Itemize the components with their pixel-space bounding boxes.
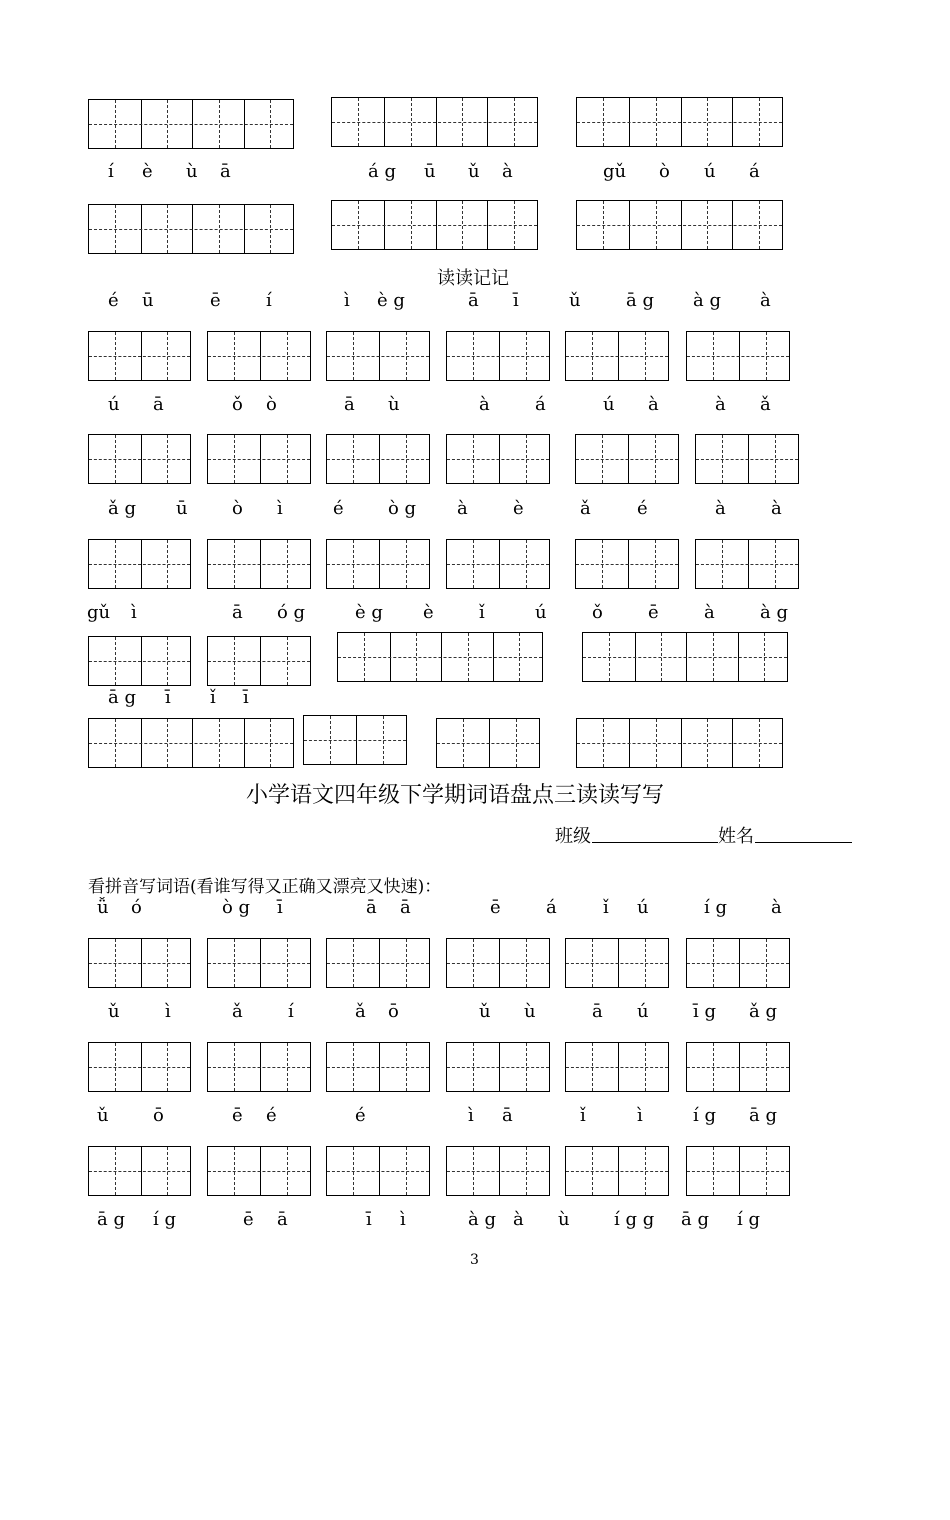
writing-box-9[interactable] [326,331,430,381]
pinyin-line-8 [0,1000,777,1024]
pinyin: ǐ [210,687,216,708]
writing-box-13[interactable] [88,434,191,484]
writing-box-5[interactable] [331,200,538,250]
writing-box-18[interactable] [695,434,799,484]
writing-box-8[interactable] [207,331,311,381]
guide-line [447,459,549,460]
pinyin: ì [131,602,137,623]
pinyin: ù [524,1001,536,1022]
pinyin: ī [243,687,249,708]
writing-box-7[interactable] [88,331,191,381]
writing-box-37[interactable] [565,938,669,988]
writing-box-32[interactable] [576,718,783,768]
guide-line [696,459,798,460]
pinyin: ǔ [569,290,581,311]
guide-line [687,1067,789,1068]
pinyin: ǐ [603,897,609,918]
pinyin: ǒ [592,602,603,623]
guide-line [327,963,429,964]
guide-line [208,459,310,460]
pinyin-line-1 [0,160,760,184]
guide-line [89,356,190,357]
pinyin: ō [388,1001,399,1022]
pinyin: ǎ [760,394,771,415]
guide-line [447,564,549,565]
writing-box-6[interactable] [576,200,783,250]
guide-line [208,356,310,357]
pinyin: ā [400,897,411,918]
pinyin: ā [232,602,243,623]
pinyin: ù [558,1209,570,1230]
pinyin: ì [637,1105,643,1126]
pinyin: ā [153,394,164,415]
pinyin-line-7 [0,896,782,920]
pinyin-line-6 [0,686,249,710]
guide-line [208,564,310,565]
writing-box-48[interactable] [446,1146,550,1196]
pinyin: à [502,161,513,182]
writing-box-16[interactable] [446,434,550,484]
pinyin: ǚ [97,897,109,918]
pinyin: ā g [97,1209,125,1230]
guide-line [89,564,190,565]
writing-box-46[interactable] [207,1146,311,1196]
pinyin: è [423,602,434,623]
writing-box-2[interactable] [331,97,538,147]
writing-box-49[interactable] [565,1146,669,1196]
class-blank-line[interactable] [592,842,718,843]
pinyin: é [355,1105,366,1126]
writing-box-1[interactable] [88,99,294,149]
pinyin: á [749,161,760,182]
guide-line [89,963,190,964]
pinyin: à [704,602,715,623]
pinyin: è g [377,290,405,311]
writing-box-23[interactable] [575,539,679,589]
pinyin: à [715,394,726,415]
pinyin: ū [424,161,436,182]
pinyin: è g [355,602,383,623]
pinyin: ā g [681,1209,709,1230]
guide-line [327,459,429,460]
writing-box-42[interactable] [446,1042,550,1092]
pinyin: ǔ [468,161,480,182]
guide-line [208,1067,310,1068]
writing-box-36[interactable] [446,938,550,988]
guide-line [687,1171,789,1172]
writing-box-34[interactable] [207,938,311,988]
writing-box-31[interactable] [436,718,540,768]
pinyin: gǔ [603,161,627,182]
name-blank-line[interactable] [755,842,852,843]
pinyin: ī [366,1209,372,1230]
writing-box-10[interactable] [446,331,550,381]
pinyin: ú [637,897,649,918]
guide-line [566,963,668,964]
guide-line [576,459,678,460]
writing-box-29[interactable] [88,718,294,768]
pinyin: é [333,498,344,519]
writing-box-35[interactable] [326,938,430,988]
guide-line [327,1067,429,1068]
pinyin: í g g [614,1209,655,1230]
pinyin: ā [468,290,479,311]
pinyin: é [108,290,119,311]
guide-line [687,356,789,357]
guide-line [89,459,190,460]
guide-line [332,122,537,123]
writing-box-3[interactable] [576,97,783,147]
writing-box-45[interactable] [88,1146,191,1196]
pinyin: à [760,290,771,311]
writing-box-22[interactable] [446,539,550,589]
pinyin: à g [468,1209,496,1230]
pinyin: á g [368,161,396,182]
pinyin: ù [388,394,400,415]
page-number: 3 [470,1252,479,1268]
guide-line [89,124,293,125]
pinyin: í g [153,1209,177,1230]
guide-line [89,743,293,744]
pinyin: ī [165,687,171,708]
pinyin: ā [592,1001,603,1022]
pinyin: ā g [749,1105,777,1126]
instruction: 看拼音写词语(看谁写得又正确又漂亮又快速)： [88,877,442,897]
pinyin: ǎ [232,1001,243,1022]
guide-line [89,229,293,230]
pinyin: ú [704,161,716,182]
guide-line [327,356,429,357]
pinyin: ǔ [479,1001,491,1022]
pinyin: ǐ [580,1105,586,1126]
pinyin: í g [704,897,728,918]
pinyin: ā g [108,687,136,708]
pinyin: ǎ g [108,498,136,519]
pinyin: è [513,498,524,519]
pinyin: é [637,498,648,519]
writing-box-30[interactable] [303,715,407,765]
pinyin: ù [186,161,198,182]
pinyin: ǐ [479,602,485,623]
pinyin: ā [366,897,377,918]
guide-line [208,661,310,662]
pinyin: à g [693,290,721,311]
guide-line [566,1067,668,1068]
writing-box-11[interactable] [565,331,669,381]
pinyin: ā g [626,290,654,311]
pinyin: è [142,161,153,182]
guide-line [583,657,787,658]
writing-box-43[interactable] [565,1042,669,1092]
guide-line [696,564,798,565]
class-label: 班级 [555,826,591,847]
pinyin: ì [468,1105,474,1126]
guide-line [566,356,668,357]
pinyin: ǎ [355,1001,366,1022]
guide-line [208,963,310,964]
writing-box-12[interactable] [686,331,790,381]
guide-line [338,657,542,658]
guide-line [577,225,782,226]
writing-box-40[interactable] [207,1042,311,1092]
writing-box-17[interactable] [575,434,679,484]
pinyin: ó g [277,602,306,623]
writing-box-33[interactable] [88,938,191,988]
writing-box-27[interactable] [337,632,543,682]
pinyin-line-10 [0,1208,761,1232]
pinyin: ū [176,498,188,519]
pinyin: ā [344,394,355,415]
pinyin: í g [737,1209,761,1230]
writing-box-20[interactable] [207,539,311,589]
writing-box-19[interactable] [88,539,191,589]
pinyin: à [771,498,782,519]
pinyin: ó [131,897,142,918]
writing-box-47[interactable] [326,1146,430,1196]
pinyin: ī [277,897,283,918]
worksheet-title: 小学语文四年级下学期词语盘点三读读写写 [246,783,665,808]
pinyin: ò [232,498,243,519]
pinyin: ǔ [97,1105,109,1126]
pinyin: à [715,498,726,519]
guide-line [577,122,782,123]
pinyin: à [479,394,490,415]
guide-line [327,564,429,565]
pinyin: ú [603,394,615,415]
guide-line [577,743,782,744]
guide-line [447,963,549,964]
pinyin: ú [637,1001,649,1022]
writing-box-44[interactable] [686,1042,790,1092]
pinyin: í [288,1001,294,1022]
pinyin: ò g [388,498,417,519]
pinyin: ī [513,290,519,311]
writing-box-41[interactable] [326,1042,430,1092]
guide-line [208,1171,310,1172]
pinyin: à g [760,602,788,623]
guide-line [447,1171,549,1172]
pinyin: ì [277,498,283,519]
pinyin: á [535,394,546,415]
guide-line [327,1171,429,1172]
subheading: 读读记记 [437,268,509,289]
guide-line [304,740,406,741]
pinyin: ò [659,161,670,182]
writing-box-14[interactable] [207,434,311,484]
pinyin-line-5 [0,601,788,625]
pinyin: ú [108,394,120,415]
writing-box-4[interactable] [88,204,294,254]
pinyin: á [546,897,557,918]
pinyin: ā [220,161,231,182]
writing-box-25[interactable] [88,636,191,686]
pinyin: ì [165,1001,171,1022]
pinyin: gǔ [87,602,111,623]
pinyin: à [771,897,782,918]
pinyin: ō [153,1105,164,1126]
pinyin: ǒ [232,394,243,415]
guide-line [89,661,190,662]
pinyin: ē [210,290,221,311]
guide-line [447,1067,549,1068]
guide-line [576,564,678,565]
writing-box-38[interactable] [686,938,790,988]
writing-box-15[interactable] [326,434,430,484]
pinyin: ī g [693,1001,717,1022]
pinyin: ǎ [580,498,591,519]
guide-line [89,1171,190,1172]
writing-box-26[interactable] [207,636,311,686]
pinyin: é [266,1105,277,1126]
pinyin: à [513,1209,524,1230]
pinyin: ē [232,1105,243,1126]
pinyin: ǎ g [749,1001,777,1022]
pinyin: à [457,498,468,519]
pinyin: ā [502,1105,513,1126]
writing-box-50[interactable] [686,1146,790,1196]
pinyin: ē [648,602,659,623]
pinyin: í [108,161,114,182]
pinyin: í g [693,1105,717,1126]
guide-line [437,743,539,744]
pinyin: ǔ [108,1001,120,1022]
writing-box-24[interactable] [695,539,799,589]
pinyin: à [648,394,659,415]
guide-line [566,1171,668,1172]
writing-box-21[interactable] [326,539,430,589]
pinyin-line-3 [0,393,771,417]
guide-line [89,1067,190,1068]
pinyin: ò g [222,897,251,918]
guide-line [447,356,549,357]
pinyin: ò [266,394,277,415]
guide-line [687,963,789,964]
pinyin: í [266,290,272,311]
name-label: 姓名 [718,826,754,847]
pinyin-line-9 [0,1104,777,1128]
pinyin: ā [277,1209,288,1230]
pinyin-line-4 [0,497,782,521]
writing-box-39[interactable] [88,1042,191,1092]
guide-line [332,225,537,226]
pinyin: ì [400,1209,406,1230]
pinyin: ē [490,897,501,918]
pinyin: ū [142,290,154,311]
pinyin: ú [535,602,547,623]
writing-box-28[interactable] [582,632,788,682]
pinyin: ì [344,290,350,311]
pinyin: ē [243,1209,254,1230]
pinyin-line-2 [0,289,771,313]
